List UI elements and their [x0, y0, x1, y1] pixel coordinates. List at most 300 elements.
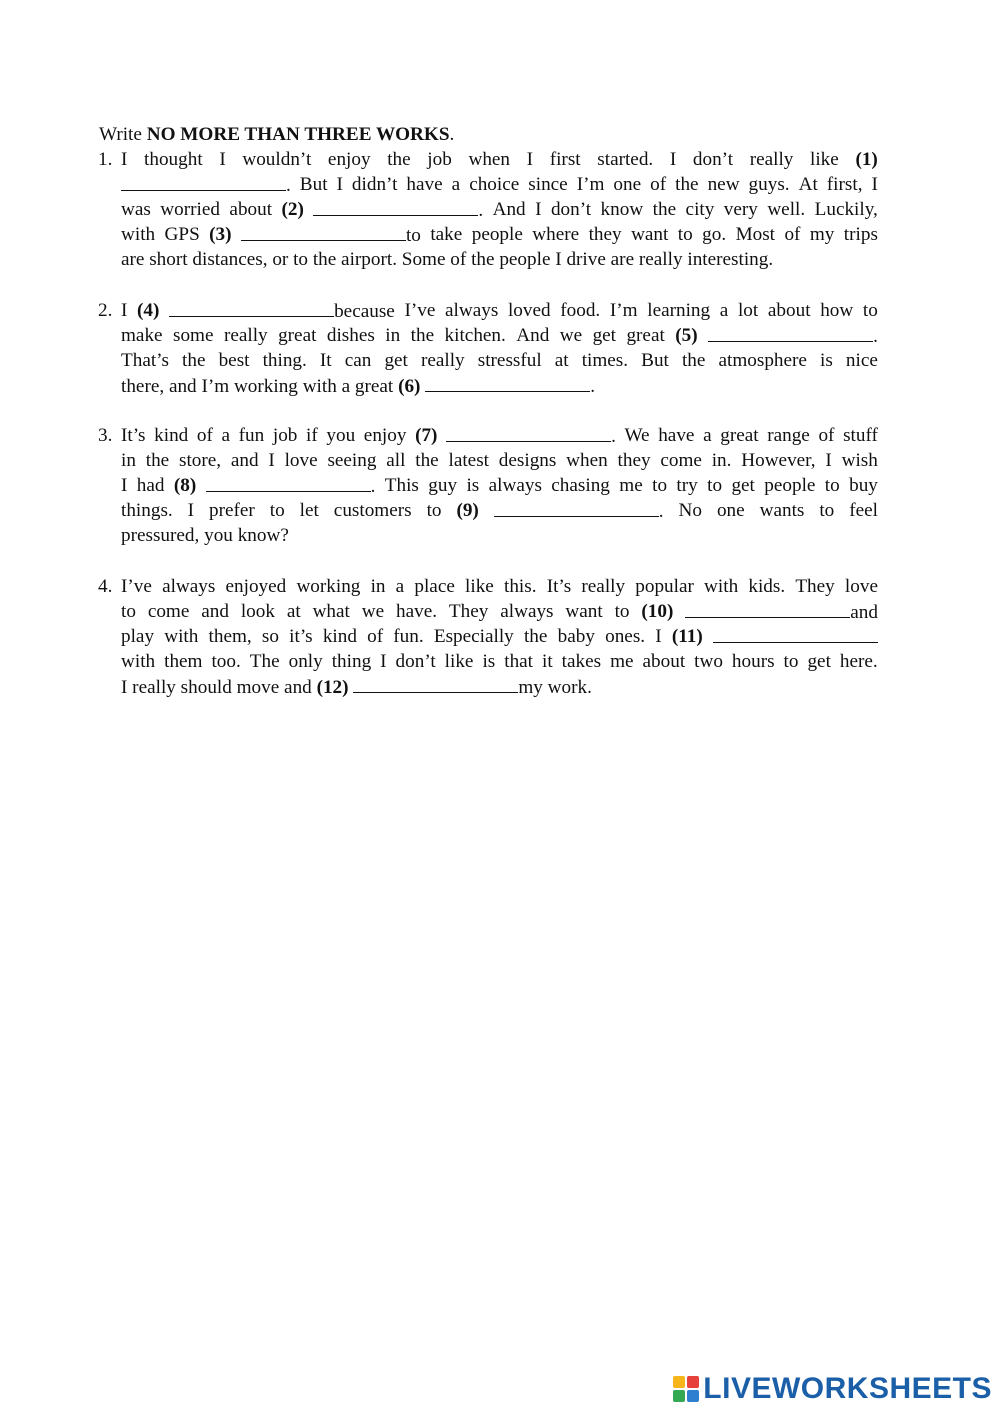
text-line: [121, 448, 878, 473]
word: with: [164, 626, 199, 647]
word: I: [187, 500, 195, 521]
word: people: [471, 224, 523, 245]
word: fun.: [393, 626, 424, 647]
word: I: [336, 174, 343, 195]
word: and: [201, 601, 229, 622]
text-line: [121, 498, 878, 524]
text-line: [121, 624, 878, 649]
blank-group: [313, 197, 483, 223]
text-line: [121, 574, 878, 599]
word: get: [807, 651, 831, 672]
word: had: [136, 475, 165, 496]
word: seeing: [327, 450, 377, 471]
word: I: [121, 149, 128, 170]
word: stressful: [477, 350, 542, 371]
word: I’ve: [404, 300, 436, 321]
word: play: [121, 626, 155, 647]
word: the: [652, 199, 677, 220]
word: is: [820, 350, 833, 371]
word: designs: [498, 450, 557, 471]
word: It’s: [546, 576, 572, 597]
word: thought: [144, 149, 203, 170]
word: love: [284, 450, 318, 471]
answer-blank[interactable]: [685, 599, 850, 618]
word: .: [873, 326, 878, 347]
text-line: [121, 473, 878, 499]
word: like: [810, 149, 839, 170]
instruction-prefix: Write: [99, 124, 147, 145]
word: I’m: [576, 174, 605, 195]
answer-blank[interactable]: [446, 423, 611, 442]
word: how: [820, 300, 854, 321]
word: was: [121, 199, 151, 220]
word: I: [121, 300, 128, 321]
word: new: [707, 174, 740, 195]
word: nice: [845, 350, 878, 371]
word: have.: [396, 601, 438, 622]
word: worried: [160, 199, 220, 220]
word: first,: [826, 174, 863, 195]
word: about: [229, 199, 273, 220]
word: this.: [503, 576, 537, 597]
answer-blank[interactable]: [121, 172, 286, 191]
text-line: [121, 373, 595, 399]
word: with: [121, 651, 156, 672]
word: don’t: [395, 651, 436, 672]
answer-blank[interactable]: [353, 674, 518, 693]
word: ones.: [605, 626, 646, 647]
word: the: [681, 350, 706, 371]
word: At: [798, 174, 818, 195]
word: to: [121, 601, 136, 622]
word: because: [334, 301, 395, 322]
logo-tile: [687, 1390, 699, 1402]
word: job: [272, 425, 298, 446]
word: me: [610, 651, 634, 672]
word: things.: [121, 500, 173, 521]
word: that: [504, 651, 534, 672]
word: It’s: [121, 425, 146, 446]
word: come: [147, 601, 190, 622]
word: However,: [741, 450, 816, 471]
word: and: [230, 450, 259, 471]
word: don’t: [692, 149, 734, 170]
word: at: [286, 601, 301, 622]
text-line: [121, 649, 878, 674]
word: me: [619, 475, 643, 496]
word: wants: [759, 500, 805, 521]
gap-number: (12): [316, 677, 349, 698]
word: a: [719, 300, 729, 321]
word: very: [723, 199, 758, 220]
word: they: [617, 450, 651, 471]
word: the: [410, 325, 435, 346]
word: place: [414, 576, 455, 597]
word: have: [406, 174, 443, 195]
word: all: [386, 450, 406, 471]
text-line: [121, 348, 878, 373]
word: a: [451, 174, 461, 195]
word: of: [818, 425, 835, 446]
word: fun: [238, 425, 265, 446]
word: city: [685, 199, 715, 220]
word: want: [565, 601, 603, 622]
word: loved: [507, 300, 551, 321]
word: when: [566, 450, 608, 471]
word: some: [173, 325, 214, 346]
word: best: [218, 350, 250, 371]
word: wouldn’t: [242, 149, 312, 170]
word: to: [824, 475, 840, 496]
word: get: [592, 325, 617, 346]
word: get: [731, 475, 755, 496]
word: the: [415, 450, 439, 471]
answer-blank[interactable]: [494, 498, 659, 517]
text-line: [121, 247, 773, 272]
word: didn’t: [351, 174, 398, 195]
word: I: [219, 149, 226, 170]
word: latest: [448, 450, 489, 471]
word: the: [182, 350, 206, 371]
word: people: [764, 475, 816, 496]
word: popular: [635, 576, 694, 597]
word: to: [614, 601, 630, 622]
word: in: [370, 576, 386, 597]
word: a: [703, 425, 712, 446]
word: This: [384, 475, 419, 496]
word: I: [121, 475, 128, 496]
word: thing.: [262, 350, 307, 371]
item-number: 1.: [98, 149, 113, 170]
word: great: [720, 425, 759, 446]
word: kind: [154, 425, 189, 446]
word: range: [767, 425, 810, 446]
word: you: [326, 425, 356, 446]
word: try: [676, 475, 698, 496]
word: of: [650, 174, 667, 195]
blank-group: [121, 172, 291, 198]
blank-group: [494, 498, 664, 524]
word: .: [286, 175, 291, 196]
word: thing: [331, 651, 372, 672]
word: The: [249, 651, 280, 672]
word: prefer: [209, 500, 255, 521]
instruction-suffix: .: [449, 124, 455, 145]
gap-number: (10): [641, 601, 674, 622]
word: the: [675, 174, 699, 195]
word: of: [196, 425, 213, 446]
liveworksheets-logo-icon: [673, 1376, 699, 1402]
word: with: [704, 576, 739, 597]
blank-group: [169, 298, 395, 324]
word: And: [516, 325, 550, 346]
word: choice: [469, 174, 520, 195]
word: like: [444, 651, 474, 672]
text-line: [121, 323, 878, 349]
word: of: [367, 626, 384, 647]
word: enjoy: [363, 425, 407, 446]
answer-blank[interactable]: [425, 373, 590, 392]
word: the: [523, 626, 548, 647]
logo-tile: [673, 1390, 685, 1402]
word: started.: [597, 149, 654, 170]
word: I’m: [609, 300, 638, 321]
text-segment: are short distances, or to the airport. Some of the people I drive are really interesting.: [121, 249, 774, 270]
word: to: [819, 500, 835, 521]
word: I: [268, 450, 275, 471]
word: when: [468, 149, 511, 170]
gap-number: (11): [671, 626, 703, 647]
word: enjoy: [327, 149, 371, 170]
gap-number: (1): [855, 149, 878, 170]
word: about: [767, 300, 811, 321]
word: I: [655, 626, 662, 647]
word: learning: [647, 300, 711, 321]
word: enjoyed: [225, 576, 287, 597]
word: a: [395, 576, 405, 597]
word: trips: [843, 224, 878, 245]
gap-number: (7): [415, 425, 438, 446]
word: It: [319, 350, 332, 371]
word: them,: [208, 626, 252, 647]
word: .: [611, 426, 616, 447]
word: them: [164, 651, 203, 672]
word: first: [549, 149, 581, 170]
word: I: [526, 149, 534, 170]
word: take: [430, 224, 463, 245]
word: Especially: [433, 626, 514, 647]
word: I’ve: [121, 576, 152, 597]
text-line: [121, 523, 289, 548]
word: always: [162, 576, 216, 597]
brand-name: LIVEWORKSHEETS: [703, 1372, 992, 1405]
blank-group: [446, 423, 616, 449]
word: really: [420, 350, 465, 371]
gap-number: (5): [675, 325, 698, 346]
gap-number: (6): [398, 376, 421, 397]
word: working: [296, 576, 361, 597]
word: job: [427, 149, 452, 170]
word: let: [299, 500, 319, 521]
word: only: [288, 651, 323, 672]
word: .: [478, 200, 484, 221]
word: what: [312, 601, 350, 622]
word: make: [121, 325, 163, 346]
answer-blank[interactable]: [713, 624, 878, 643]
text-segment: pressured, you know?: [121, 525, 289, 546]
word: two: [694, 651, 723, 672]
word: guy: [428, 475, 458, 496]
word: store,: [178, 450, 222, 471]
word: baby: [557, 626, 595, 647]
blank-group: [708, 323, 878, 349]
word: But: [641, 350, 669, 371]
word: I: [871, 174, 878, 195]
gap-number: (4): [137, 300, 160, 321]
blank-group: [206, 473, 376, 499]
word: wish: [841, 450, 878, 471]
word: chasing: [551, 475, 610, 496]
word: to: [707, 475, 723, 496]
word: in: [121, 450, 136, 471]
word: it: [542, 651, 553, 672]
word: We: [624, 425, 650, 446]
word: know: [600, 199, 644, 220]
text-line: [121, 599, 878, 625]
word: and: [850, 602, 878, 623]
word: to: [405, 225, 421, 246]
word: GPS: [164, 224, 200, 245]
word: kind: [322, 626, 357, 647]
answer-blank[interactable]: [206, 473, 371, 492]
word: come: [660, 450, 702, 471]
word: in.: [711, 450, 732, 471]
word: I: [669, 149, 677, 170]
word: look: [240, 601, 275, 622]
word: at: [554, 350, 569, 371]
word: That’s: [121, 350, 169, 371]
gap-number: (9): [456, 500, 479, 521]
answer-blank[interactable]: [313, 197, 478, 216]
word: to: [426, 500, 442, 521]
gap-number: (2): [281, 199, 304, 220]
word: times.: [581, 350, 629, 371]
word: food.: [560, 300, 601, 321]
word: They: [448, 601, 489, 622]
word: really: [223, 325, 268, 346]
word: great: [278, 325, 317, 346]
text-line: [121, 147, 878, 172]
word: since: [528, 174, 568, 195]
word: to: [783, 651, 799, 672]
word: of: [784, 224, 801, 245]
word: if: [306, 425, 318, 446]
word: No: [678, 500, 702, 521]
word: to: [652, 475, 668, 496]
word: one: [716, 500, 745, 521]
word: about: [642, 651, 686, 672]
word: always: [500, 601, 554, 622]
word: feel: [849, 500, 878, 521]
word: want: [631, 224, 669, 245]
word: But: [299, 174, 328, 195]
item-number: 3.: [98, 425, 113, 446]
word: go.: [702, 224, 727, 245]
item-number: 4.: [98, 576, 113, 597]
word: customers: [333, 500, 412, 521]
gap-number: (8): [173, 475, 197, 496]
word: the: [145, 450, 170, 471]
answer-blank[interactable]: [708, 323, 873, 342]
word: my: [809, 224, 835, 245]
word: it’s: [289, 626, 313, 647]
word: a: [221, 425, 231, 446]
word: where: [532, 224, 580, 245]
word: we: [559, 325, 583, 346]
blank-group: [685, 599, 878, 625]
word: one: [613, 174, 642, 195]
word: don’t: [550, 199, 592, 220]
word: can: [344, 350, 372, 371]
logo-tile: [673, 1376, 685, 1388]
logo-tile: [687, 1376, 699, 1388]
word: takes: [561, 651, 602, 672]
word: with: [121, 224, 156, 245]
word: stuff: [843, 425, 878, 446]
instruction: [99, 122, 454, 147]
text-line: [121, 674, 592, 700]
word: love: [844, 576, 878, 597]
word: the: [387, 149, 411, 170]
word: hours: [731, 651, 775, 672]
answer-blank[interactable]: [169, 298, 334, 317]
answer-blank[interactable]: [241, 222, 406, 241]
text-line: [121, 222, 878, 248]
text-line: [121, 298, 878, 324]
instruction-bold: NO MORE THAN THREE WORKS: [146, 124, 450, 145]
text-segment: .: [590, 376, 596, 397]
word: kids.: [748, 576, 786, 597]
word: Luckily,: [814, 199, 878, 220]
word: here.: [839, 651, 878, 672]
word: Most: [735, 224, 776, 245]
word: kitchen.: [444, 325, 506, 346]
word: is: [482, 651, 496, 672]
word: I: [380, 651, 387, 672]
word: always: [488, 475, 542, 496]
item-number: 2.: [98, 300, 113, 321]
word: really: [581, 576, 626, 597]
word: And: [492, 199, 526, 220]
word: to: [269, 500, 285, 521]
text-line: [121, 423, 878, 449]
text-segment: there, and I’m working with a great: [121, 376, 399, 397]
word: really: [749, 149, 794, 170]
word: .: [370, 476, 376, 497]
blank-group: [241, 222, 421, 248]
word: so: [261, 626, 279, 647]
word: always: [445, 300, 499, 321]
word: great: [626, 325, 665, 346]
footer-brand: [673, 1372, 992, 1406]
text-segment: my work.: [518, 677, 592, 698]
text-line: [121, 172, 878, 198]
word: I: [535, 199, 542, 220]
word: dishes: [326, 325, 375, 346]
word: .: [658, 501, 664, 522]
word: to: [677, 224, 693, 245]
word: well.: [767, 199, 806, 220]
word: too.: [211, 651, 241, 672]
word: lot: [737, 300, 759, 321]
word: like: [465, 576, 494, 597]
word: in: [385, 325, 401, 346]
word: guys.: [748, 174, 790, 195]
word: I: [825, 450, 832, 471]
word: buy: [849, 475, 878, 496]
word: to: [862, 300, 878, 321]
word: have: [658, 425, 695, 446]
word: atmosphere: [718, 350, 807, 371]
word: they: [588, 224, 622, 245]
text-line: [121, 197, 878, 223]
word: we: [361, 601, 385, 622]
word: get: [384, 350, 408, 371]
text-segment: I really should move and: [121, 677, 317, 698]
word: is: [466, 475, 480, 496]
gap-number: (3): [209, 224, 232, 245]
word: They: [795, 576, 835, 597]
